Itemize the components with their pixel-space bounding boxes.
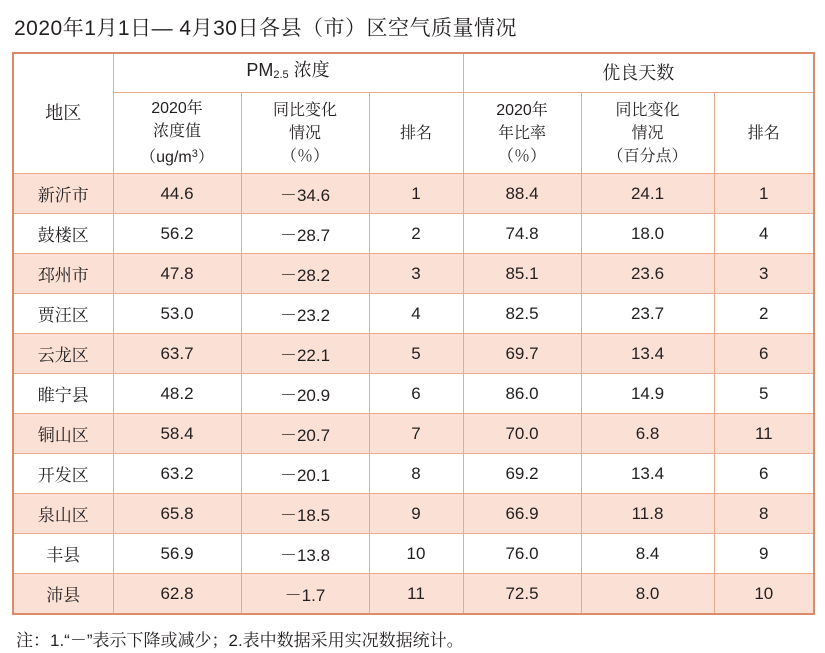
table-row [13, 374, 814, 414]
cell-days-rate: 70.0 [463, 414, 581, 454]
cell-pm25-value: 58.4 [113, 414, 241, 454]
header-days-change-line2: 情况 [631, 124, 664, 142]
cell-region: 泉山区 [13, 494, 113, 534]
header-days-rate-line2: 年比率 [498, 124, 547, 142]
cell-pm25-value: 63.2 [113, 454, 241, 494]
cell-pm25-value: 56.2 [113, 214, 241, 254]
cell-pm25-value: 56.9 [113, 534, 241, 574]
cell-pm25-value: 53.0 [113, 294, 241, 334]
header-days-rate-line1: 2020年 [496, 101, 548, 119]
cell-pm25-change: －18.5 [241, 494, 369, 534]
cell-region: 贾汪区 [13, 294, 113, 334]
header-days-rate-line3: （％） [498, 147, 547, 165]
header-good-days-group: 优良天数 [463, 53, 814, 93]
header-pm25-subscript: 2.5 [273, 69, 289, 81]
table-row [13, 174, 814, 214]
header-days-change-line1: 同比变化 [615, 101, 680, 119]
cell-days-rank: 6 [714, 454, 814, 494]
header-pm25-change-line1: 同比变化 [272, 101, 337, 119]
cell-pm25-rank: 3 [369, 254, 463, 294]
cell-region: 睢宁县 [13, 374, 113, 414]
cell-days-rank: 2 [714, 294, 814, 334]
header-unit-sup: 3 [191, 148, 198, 160]
cell-days-rank: 11 [714, 414, 814, 454]
table-row [13, 454, 814, 494]
cell-pm25-value: 62.8 [113, 574, 241, 615]
cell-days-rate: 86.0 [463, 374, 581, 414]
table-row [13, 254, 814, 294]
cell-pm25-change: －20.9 [241, 374, 369, 414]
cell-pm25-rank: 5 [369, 334, 463, 374]
cell-days-rank: 3 [714, 254, 814, 294]
cell-pm25-rank: 6 [369, 374, 463, 414]
header-days-change-line3: （百分点） [607, 147, 688, 165]
cell-days-rate: 69.7 [463, 334, 581, 374]
cell-days-rate: 88.4 [463, 174, 581, 214]
cell-pm25-change: －20.1 [241, 454, 369, 494]
cell-days-rank: 4 [714, 214, 814, 254]
cell-pm25-rank: 10 [369, 534, 463, 574]
header-unit-pre: （ug/m [140, 149, 192, 166]
table-row [13, 574, 814, 615]
cell-region: 邳州市 [13, 254, 113, 294]
cell-pm25-value: 65.8 [113, 494, 241, 534]
cell-days-change: 8.0 [581, 574, 714, 615]
cell-days-change: 18.0 [581, 214, 714, 254]
cell-pm25-change: －22.1 [241, 334, 369, 374]
cell-days-rank: 6 [714, 334, 814, 374]
cell-region: 沛县 [13, 574, 113, 615]
cell-days-rank: 10 [714, 574, 814, 615]
cell-pm25-rank: 8 [369, 454, 463, 494]
cell-days-rate: 74.8 [463, 214, 581, 254]
header-pm25-value [113, 93, 241, 174]
cell-pm25-value: 63.7 [113, 334, 241, 374]
header-pm25-text: PM [246, 60, 274, 80]
header-pm25-change-line3: （％） [280, 147, 329, 165]
cell-pm25-change: －13.8 [241, 534, 369, 574]
cell-pm25-value: 48.2 [113, 374, 241, 414]
cell-pm25-rank: 9 [369, 494, 463, 534]
table-header [13, 53, 814, 174]
cell-days-rank: 8 [714, 494, 814, 534]
cell-pm25-rank: 11 [369, 574, 463, 615]
cell-days-rank: 5 [714, 374, 814, 414]
cell-days-change: 14.9 [581, 374, 714, 414]
table-row [13, 294, 814, 334]
cell-pm25-change: －20.7 [241, 414, 369, 454]
header-days-rate [463, 93, 581, 174]
cell-pm25-value: 47.8 [113, 254, 241, 294]
cell-region: 丰县 [13, 534, 113, 574]
cell-days-change: 11.8 [581, 494, 714, 534]
cell-pm25-change: －28.7 [241, 214, 369, 254]
cell-region: 铜山区 [13, 414, 113, 454]
header-unit-post: ） [197, 149, 214, 166]
page-title: 2020年1月1日— 4月30日各县（市）区空气质量情况 [14, 17, 517, 40]
cell-days-change: 6.8 [581, 414, 714, 454]
cell-region: 新沂市 [13, 174, 113, 214]
header-pm25-tail: 浓度 [288, 60, 330, 80]
header-pm25-value-line2: 浓度值 [152, 123, 201, 140]
cell-days-change: 13.4 [581, 334, 714, 374]
cell-pm25-change: －28.2 [241, 254, 369, 294]
cell-pm25-value: 44.6 [113, 174, 241, 214]
table-row [13, 334, 814, 374]
cell-days-rate: 76.0 [463, 534, 581, 574]
cell-days-rank: 1 [714, 174, 814, 214]
cell-pm25-change: －1.7 [241, 574, 369, 615]
cell-days-rate: 66.9 [463, 494, 581, 534]
cell-pm25-rank: 2 [369, 214, 463, 254]
air-quality-table [12, 52, 815, 615]
table-row [13, 494, 814, 534]
cell-pm25-rank: 1 [369, 174, 463, 214]
cell-days-rate: 82.5 [463, 294, 581, 334]
header-pm25-value-line1: 2020年 [151, 100, 203, 117]
cell-days-rate: 72.5 [463, 574, 581, 615]
table-row [13, 214, 814, 254]
cell-region: 开发区 [13, 454, 113, 494]
header-region: 地区 [13, 53, 113, 174]
cell-days-change: 23.7 [581, 294, 714, 334]
header-pm25-value-line3 [118, 143, 237, 169]
table-row [13, 414, 814, 454]
table-row [13, 534, 814, 574]
header-days-change [581, 93, 714, 174]
table-note: 注：1.“－”表示下降或减少；2.表中数据采用实况数据统计。 [16, 631, 464, 650]
header-pm25-change-line2: 情况 [288, 124, 321, 142]
header-pm25-change [241, 93, 369, 174]
cell-days-rank: 9 [714, 534, 814, 574]
header-pm25-rank: 排名 [369, 93, 463, 174]
cell-pm25-rank: 4 [369, 294, 463, 334]
cell-days-change: 23.6 [581, 254, 714, 294]
cell-days-change: 13.4 [581, 454, 714, 494]
cell-region: 鼓楼区 [13, 214, 113, 254]
table-body [13, 174, 814, 615]
header-days-rank: 排名 [714, 93, 814, 174]
cell-region: 云龙区 [13, 334, 113, 374]
cell-pm25-rank: 7 [369, 414, 463, 454]
cell-pm25-change: －34.6 [241, 174, 369, 214]
cell-days-rate: 69.2 [463, 454, 581, 494]
header-pm25-group [113, 53, 463, 93]
cell-days-rate: 85.1 [463, 254, 581, 294]
cell-days-change: 24.1 [581, 174, 714, 214]
cell-pm25-change: －23.2 [241, 294, 369, 334]
cell-days-change: 8.4 [581, 534, 714, 574]
